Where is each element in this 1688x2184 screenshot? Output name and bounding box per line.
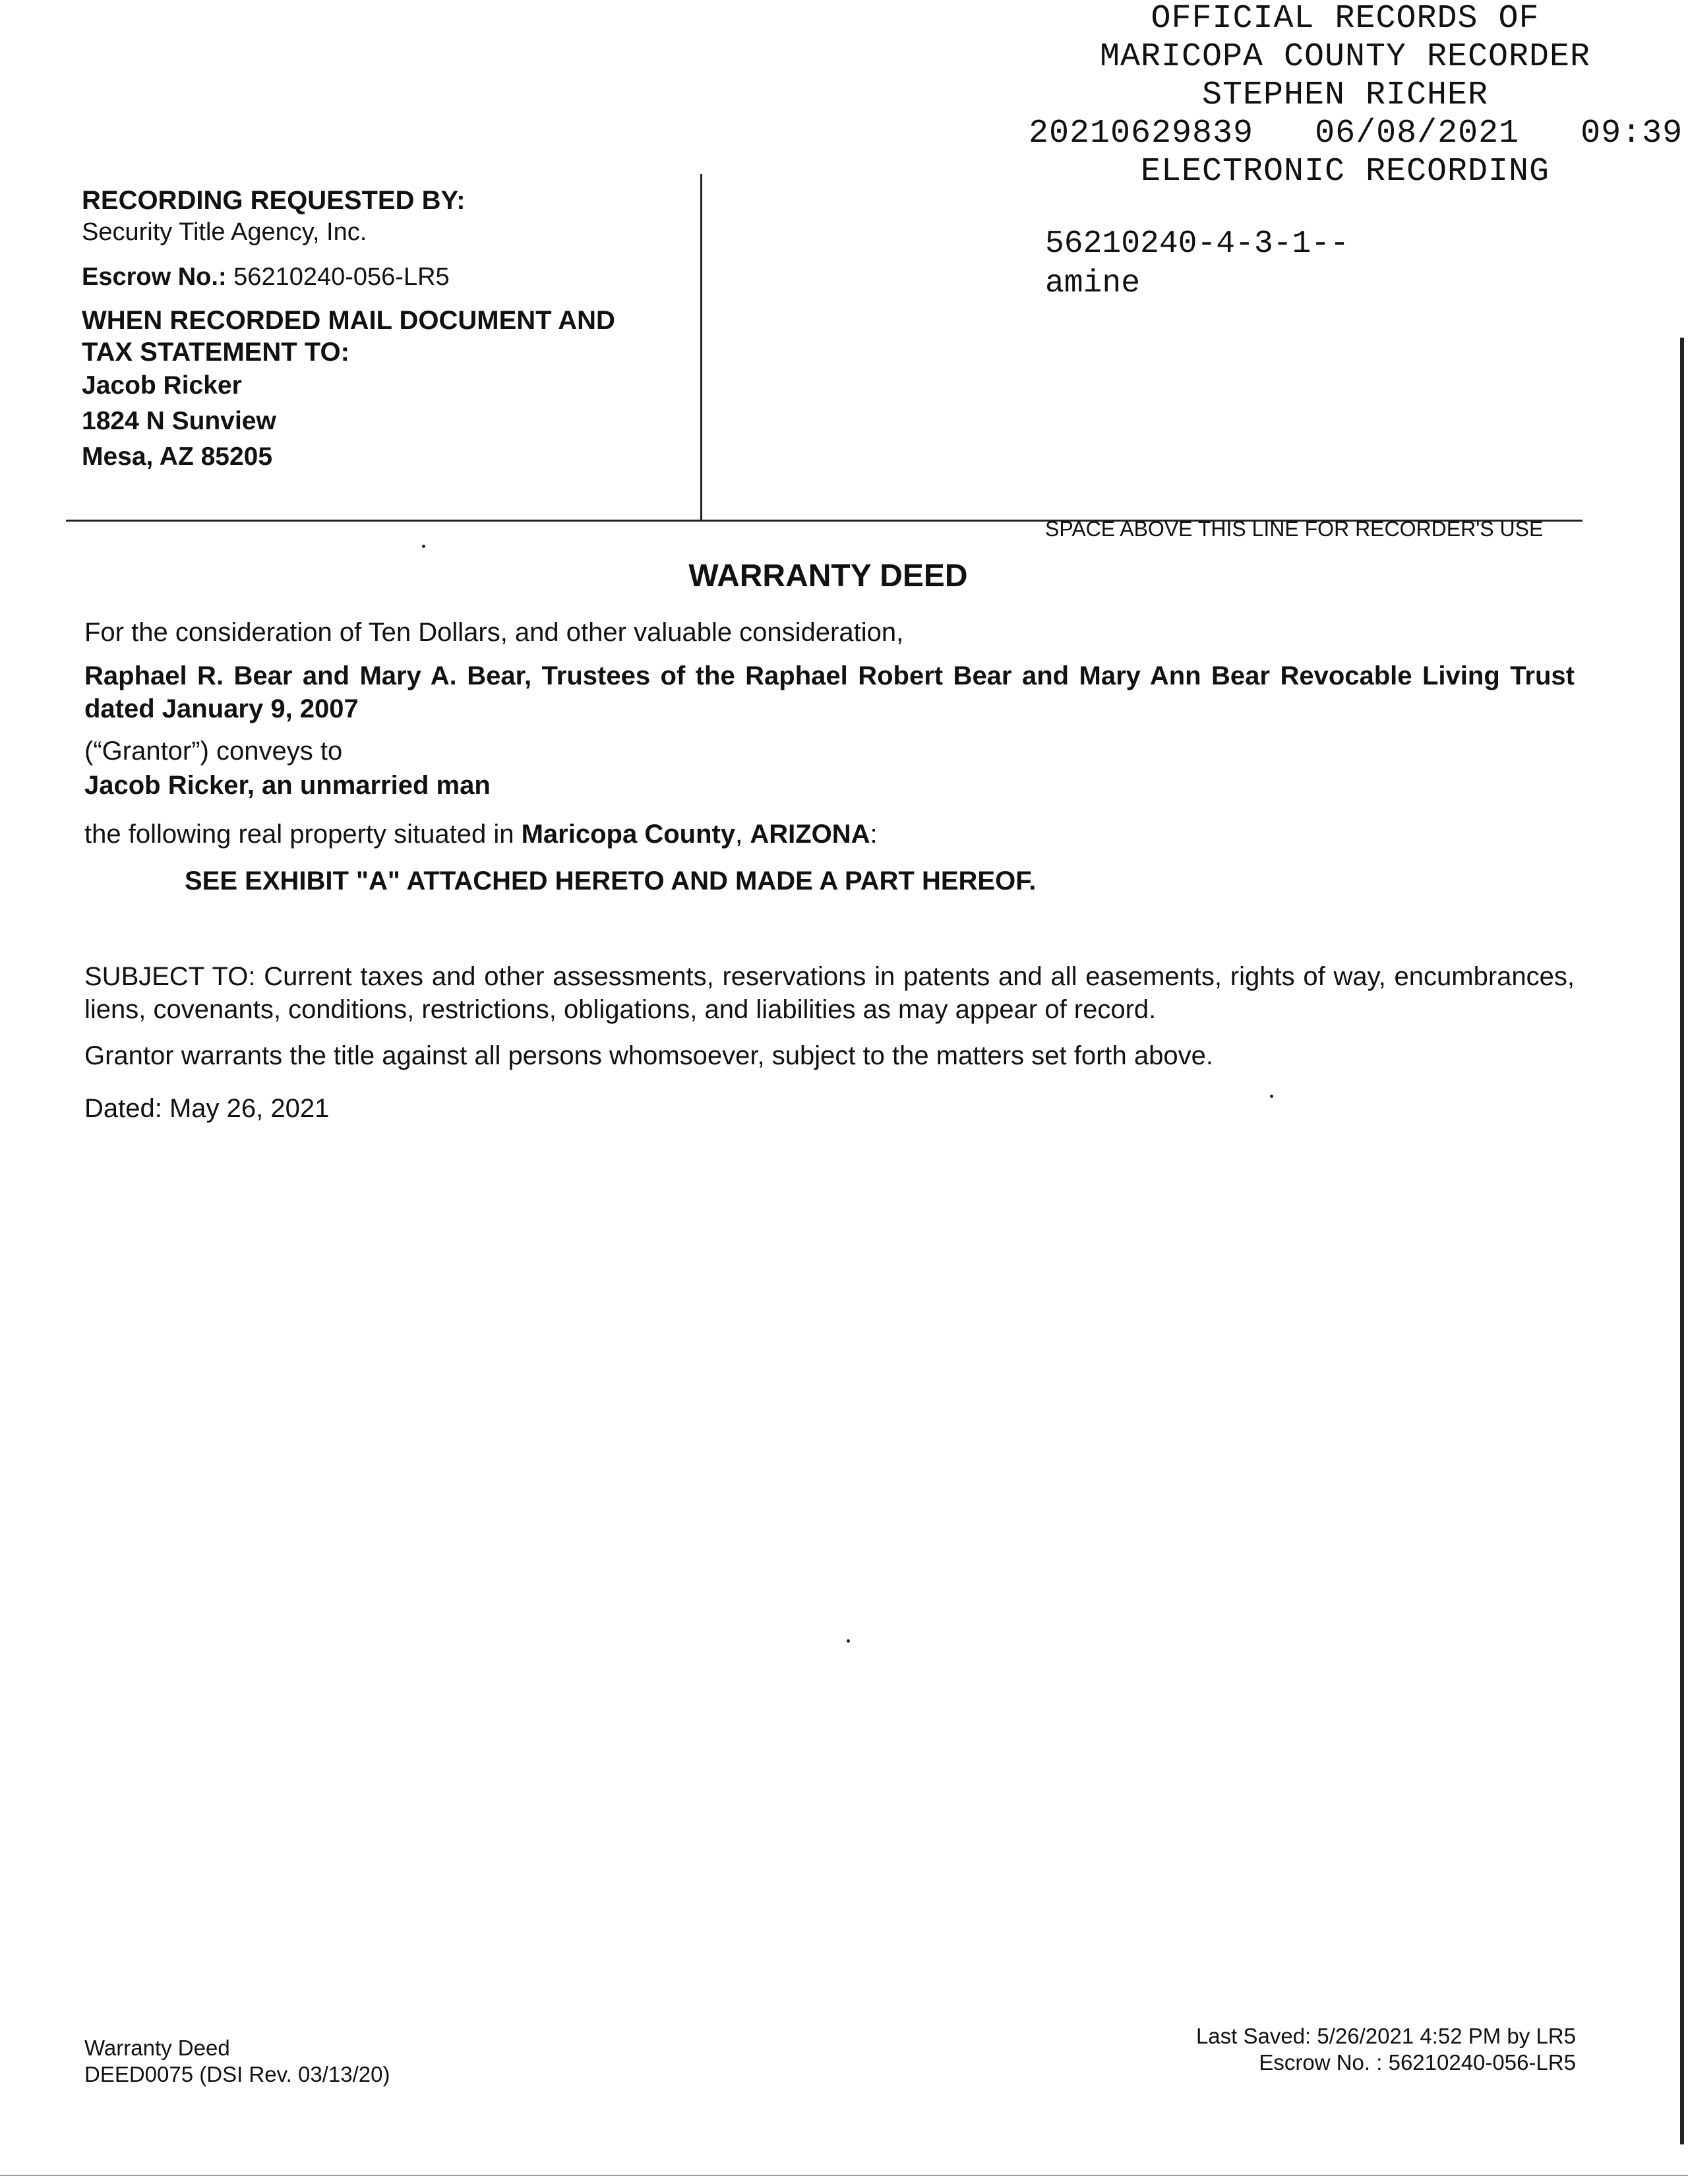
footer-escrow: Escrow No. : 56210240-056-LR5 bbox=[1259, 2050, 1576, 2075]
subject-to-clause: SUBJECT TO: Current taxes and other assessments, reservations in patents and all easements, rights of way, encumbrances, liens, covenants, conditions, restrictions, obligations, and liabilities as may appear of record. bbox=[84, 962, 1575, 1024]
warranty-clause: Grantor warrants the title against all persons whomsoever, subject to the matters set forth above. bbox=[84, 1041, 1213, 1070]
recording-info bbox=[82, 185, 675, 475]
stamp-line-record-number: 20210629839 06/08/2021 09:39 bbox=[1029, 115, 1683, 152]
record-code: 56210240-4-3-1-- bbox=[1045, 226, 1349, 262]
mail-to-name: Jacob Ricker bbox=[82, 371, 242, 400]
stamp-line: MARICOPA COUNTY RECORDER bbox=[1099, 38, 1591, 76]
consideration-text: For the consideration of Ten Dollars, and other valuable consideration, bbox=[84, 618, 904, 647]
record-user: amine bbox=[1045, 266, 1141, 301]
recorder-stamp bbox=[1029, 0, 1683, 191]
space-above-label: SPACE ABOVE THIS LINE FOR RECORDER'S USE bbox=[1045, 517, 1544, 541]
footer-save-info bbox=[1121, 2023, 1576, 2076]
stamp-line: ELECTRONIC RECORDING bbox=[1140, 153, 1550, 191]
exhibit-reference: SEE EXHIBIT "A" ATTACHED HERETO AND MADE A PART HEREOF. bbox=[185, 866, 1037, 895]
escrow-number: 56210240-056-LR5 bbox=[233, 263, 450, 291]
property-comma: , bbox=[735, 820, 750, 849]
scan-edge-mark bbox=[1680, 338, 1684, 2144]
scan-speck bbox=[422, 545, 425, 548]
footer-form-info bbox=[84, 2035, 390, 2088]
scan-speck bbox=[847, 1639, 850, 1643]
header-divider-vertical bbox=[700, 174, 702, 520]
grantor-names: Raphael R. Bear and Mary A. Bear, Trustees of the Raphael Robert Bear and Mary Ann Bear Revocable Living Trust dated January 9, 2007 bbox=[84, 661, 1575, 723]
escrow-label: Escrow No.: bbox=[82, 263, 227, 291]
escrow-row bbox=[82, 261, 675, 293]
stamp-line: STEPHEN RICHER bbox=[1201, 76, 1489, 114]
mail-to-section bbox=[82, 305, 675, 475]
recording-requested-label: RECORDING REQUESTED BY: bbox=[82, 186, 466, 215]
mail-to-label: WHEN RECORDED MAIL DOCUMENT AND bbox=[82, 306, 615, 335]
footer-form-name: Warranty Deed bbox=[84, 2036, 230, 2060]
property-prefix: the following real property situated in bbox=[84, 820, 522, 849]
property-county: Maricopa County bbox=[521, 820, 736, 849]
footer-form-code: DEED0075 (DSI Rev. 03/13/20) bbox=[84, 2062, 390, 2086]
mail-to-street: 1824 N Sunview bbox=[82, 407, 276, 435]
mail-to-city: Mesa, AZ 85205 bbox=[82, 442, 273, 471]
stamp-line: OFFICIAL RECORDS OF bbox=[1151, 0, 1540, 38]
requester-name: Security Title Agency, Inc. bbox=[82, 218, 367, 246]
property-colon: : bbox=[870, 820, 878, 849]
scan-bottom-edge bbox=[0, 2175, 1688, 2176]
mail-to-label: TAX STATEMENT TO: bbox=[82, 338, 349, 367]
dated-line: Dated: May 26, 2021 bbox=[84, 1094, 330, 1123]
grantor-conveys: (“Grantor”) conveys to bbox=[84, 737, 343, 766]
property-location bbox=[84, 818, 1575, 851]
grantee-name: Jacob Ricker, an unmarried man bbox=[84, 771, 491, 800]
record-code-block bbox=[1045, 224, 1349, 303]
document-title: WARRANTY DEED bbox=[688, 559, 968, 593]
property-state: ARIZONA bbox=[750, 820, 870, 849]
footer-last-saved: Last Saved: 5/26/2021 4:52 PM by LR5 bbox=[1195, 2024, 1576, 2048]
